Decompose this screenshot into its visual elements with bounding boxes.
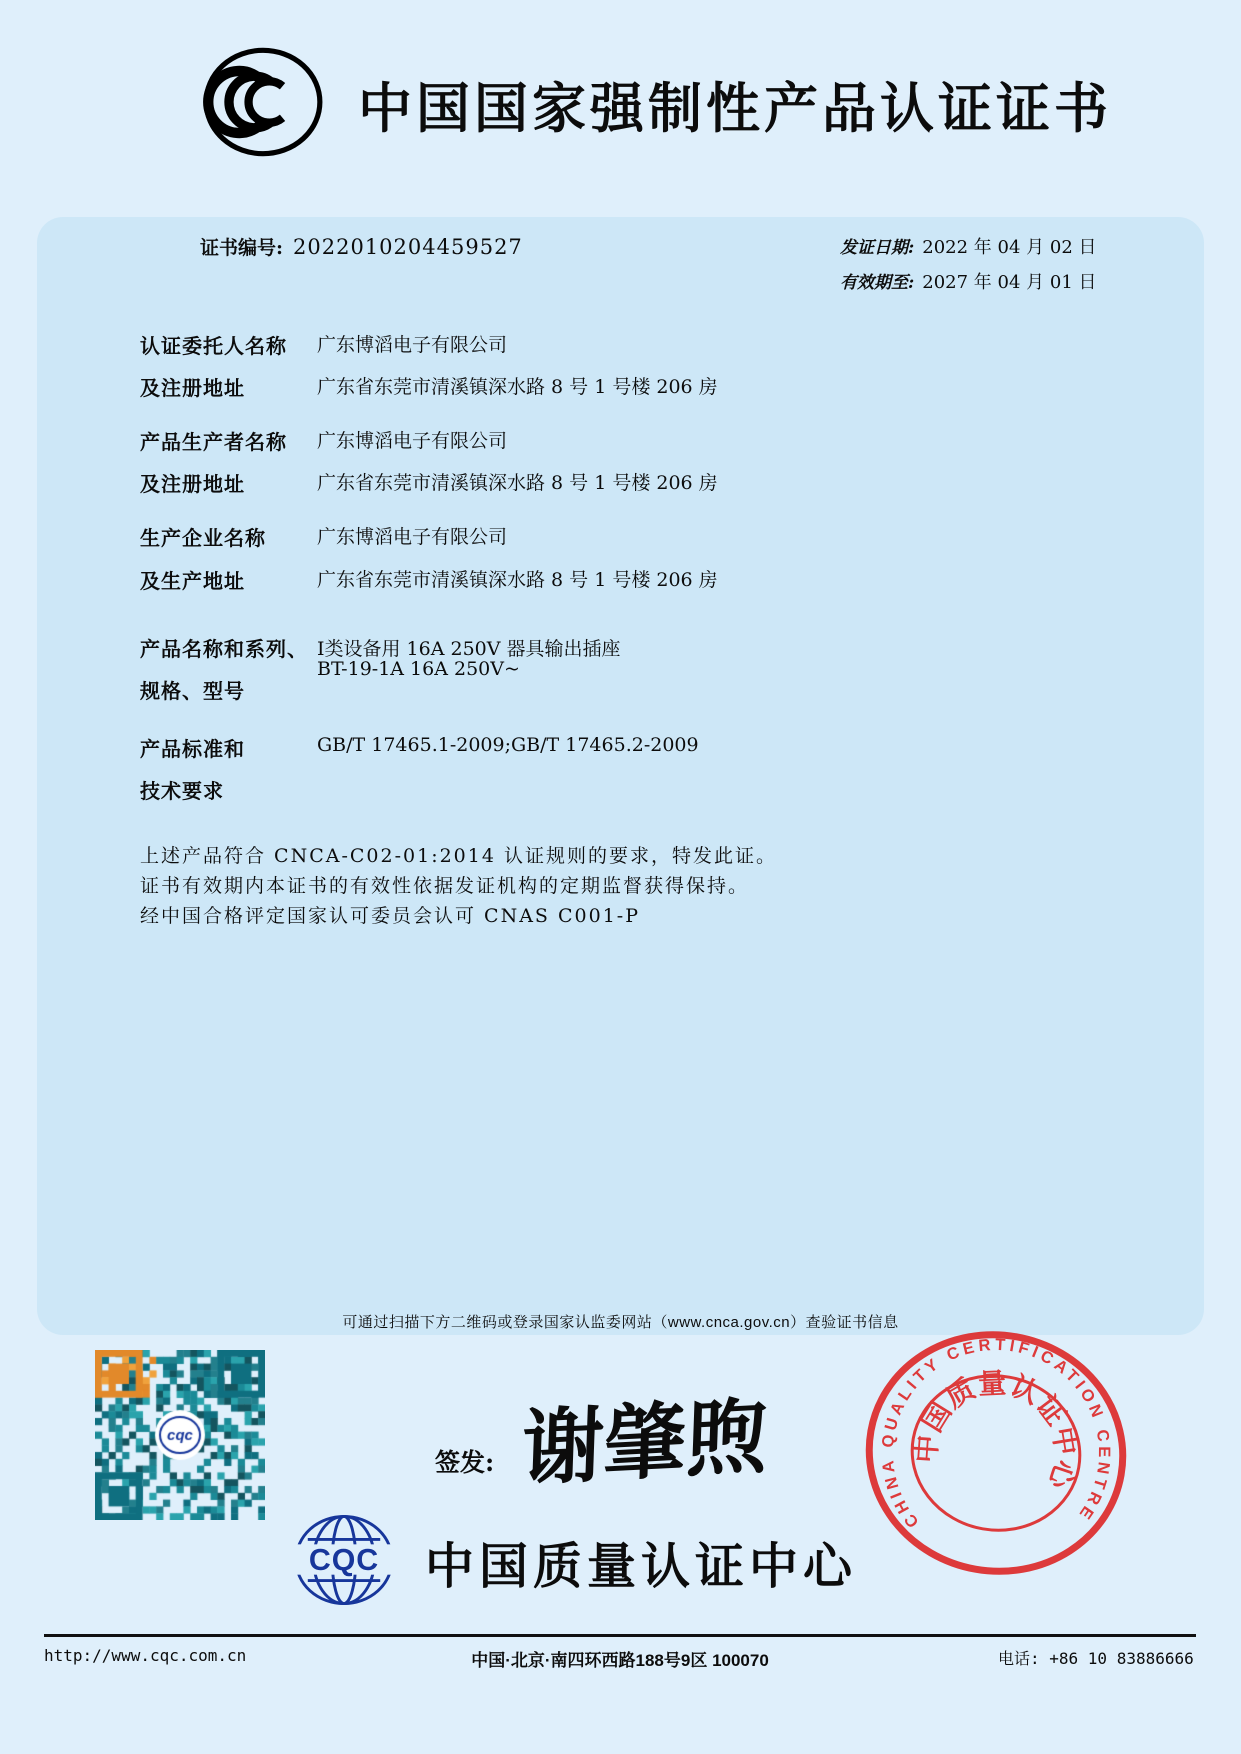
issue-date-label: 发证日期: (840, 238, 915, 258)
expiry-date-value: 2027 年 04 月 01 日 (922, 272, 1097, 293)
statement-line: 上述产品符合 CNCA-C02-01:2014 认证规则的要求，特发此证。 (140, 845, 777, 867)
cqc-globe-icon (293, 1514, 395, 1606)
signer-signature: 谢肇煦 (520, 1388, 770, 1498)
field-label: 及注册地址 (140, 474, 245, 496)
cqc-seal (858, 1326, 1134, 1580)
field-label: 规格、型号 (140, 681, 245, 703)
footer-website: http://www.cqc.com.cn (44, 1646, 247, 1665)
issuer-name: 中国质量认证中心 (425, 1540, 858, 1594)
field-value: GB/T 17465.1-2009;GB/T 17465.2-2009 (317, 734, 699, 756)
field-value: 广东省东莞市清溪镇深水路 8 号 1 号楼 206 房 (317, 472, 718, 494)
field-value: 广东博滔电子有限公司 (317, 430, 508, 452)
signer-label: 签发: (435, 1448, 495, 1477)
issue-date-row (840, 233, 1097, 259)
footer-phone: 电话: +86 10 83886666 (998, 1649, 1194, 1668)
qr-code (95, 1350, 265, 1520)
seal-english-text: CHINA QUALITY CERTIFICATION CENTRE (878, 1335, 1114, 1531)
statement-line: 证书有效期内本证书的有效性依据发证机构的定期监督获得保持。 (140, 875, 750, 897)
field-label: 认证委托人名称 (140, 336, 287, 358)
footer-address: 中国·北京·南四环西路188号9区 100070 (471, 1651, 769, 1670)
ccc-logo-icon (202, 47, 324, 157)
field-value: BT-19-1A 16A 250V~ (317, 658, 520, 680)
field-label: 产品生产者名称 (140, 432, 287, 454)
certificate-body (37, 217, 1204, 1335)
issue-date-value: 2022 年 04 月 02 日 (922, 237, 1097, 258)
cqc-logo-text: CQC (308, 1543, 380, 1577)
expiry-date-label: 有效期至: (840, 273, 915, 293)
field-value: 广东博滔电子有限公司 (317, 334, 508, 356)
field-label: 及注册地址 (140, 378, 245, 400)
footer-divider (44, 1634, 1196, 1637)
field-label: 产品名称和系列、 (140, 639, 308, 661)
field-value: 广东省东莞市清溪镇深水路 8 号 1 号楼 206 房 (317, 569, 718, 591)
statement-line: 经中国合格评定国家认可委员会认可 CNAS C001-P (140, 905, 640, 927)
seal-chinese-text: 中国质量认证中心 (910, 1367, 1083, 1494)
field-label: 产品标准和 (140, 739, 245, 761)
verification-note: 可通过扫描下方二维码或登录国家认监委网站（www.cnca.gov.cn）查验证书信息 (342, 1314, 899, 1331)
field-label: 生产企业名称 (140, 528, 266, 550)
field-value: 广东博滔电子有限公司 (317, 526, 508, 548)
field-label: 及生产地址 (140, 571, 245, 593)
certificate-number-label: 证书编号: (200, 237, 284, 259)
page-title: 中国国家强制性产品认证证书 (358, 79, 1112, 139)
expiry-date-row (840, 268, 1097, 294)
certificate-number-value: 2022010204459527 (293, 235, 523, 259)
field-label: 技术要求 (140, 781, 224, 803)
field-value: 广东省东莞市清溪镇深水路 8 号 1 号楼 206 房 (317, 376, 718, 398)
certificate-number-row (200, 233, 523, 260)
field-value: Ⅰ类设备用 16A 250V 器具输出插座 (317, 638, 621, 660)
